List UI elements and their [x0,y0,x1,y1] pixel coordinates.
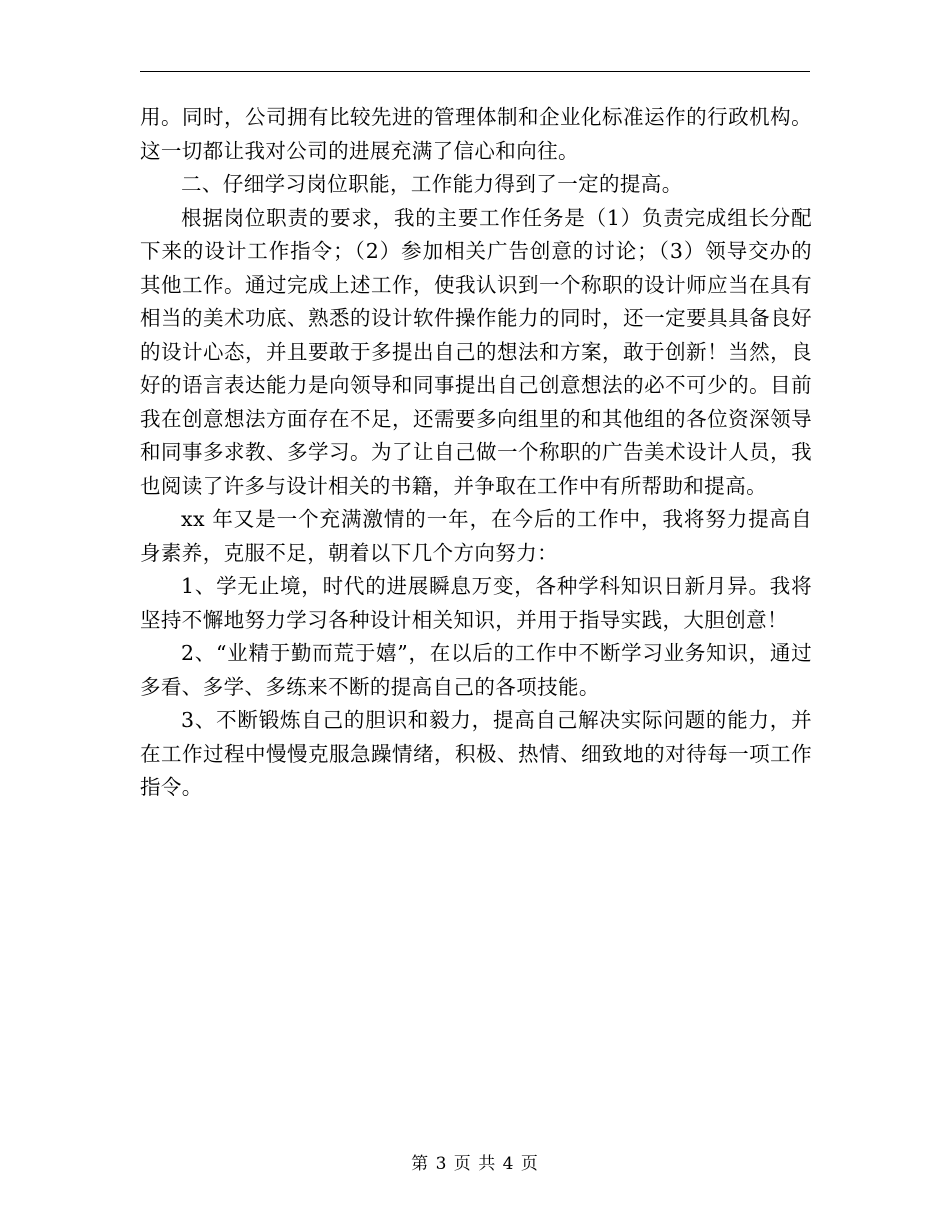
plan-item-2: 2、“业精于勤而荒于嬉”，在以后的工作中不断学习业务知识，通过多看、多学、多练来不断的提高自己的各项技能。 [140,641,812,699]
header-rule [140,71,810,72]
plan-item-1: 1、学无止境，时代的进展瞬息万变，各种学科知识日新月异。我将坚持不懈地努力学习各种设计相关知识，并用于指导实践，大胆创意！ [140,574,812,632]
page-number-footer: 第 3 页 共 4 页 [411,1154,539,1174]
plan-item-3: 3、不断锻炼自己的胆识和毅力，提高自己解决实际问题的能力，并在工作过程中慢慢克服急躁情绪，积极、热情、细致地的对待每一项工作指令。 [140,708,812,799]
section-heading: 二、仔细学习岗位职能，工作能力得到了一定的提高。 [181,172,683,196]
paragraph-plan-intro: xx 年又是一个充满激情的一年，在今后的工作中，我将努力提高自身素养，克服不足，朝着以下几个方向努力： [140,507,812,565]
paragraph-continuation: 用。同时，公司拥有比较先进的管理体制和企业化标准运作的行政机构。这一切都让我对公司的进展充满了信心和向往。 [140,105,812,163]
paragraph-duties: 根据岗位职责的要求，我的主要工作任务是（1）负责完成组长分配下来的设计工作指令；（2）参加相关广告创意的讨论；（3）领导交办的其他工作。通过完成上述工作，使我认识到一个称职的设计师应当在具有相当的美术功底、熟悉的设计软件操作能力的同时，还一定要具具备良好的设计心态，并且要敢于多提出自己的想法和方案，敢于创新！当然，良好的语言表达能力是向领导和同事提出自己创意想法的必不可少的。目前我在创意想法方面存在不足，还需要多向组里的和其他组的各位资深领导和同事多求教、多学习。为了让自己做一个称职的广告美术设计人员，我也阅读了许多与设计相关的书籍，并争取在工作中有所帮助和提高。 [140,205,812,498]
document-body [140,101,812,805]
